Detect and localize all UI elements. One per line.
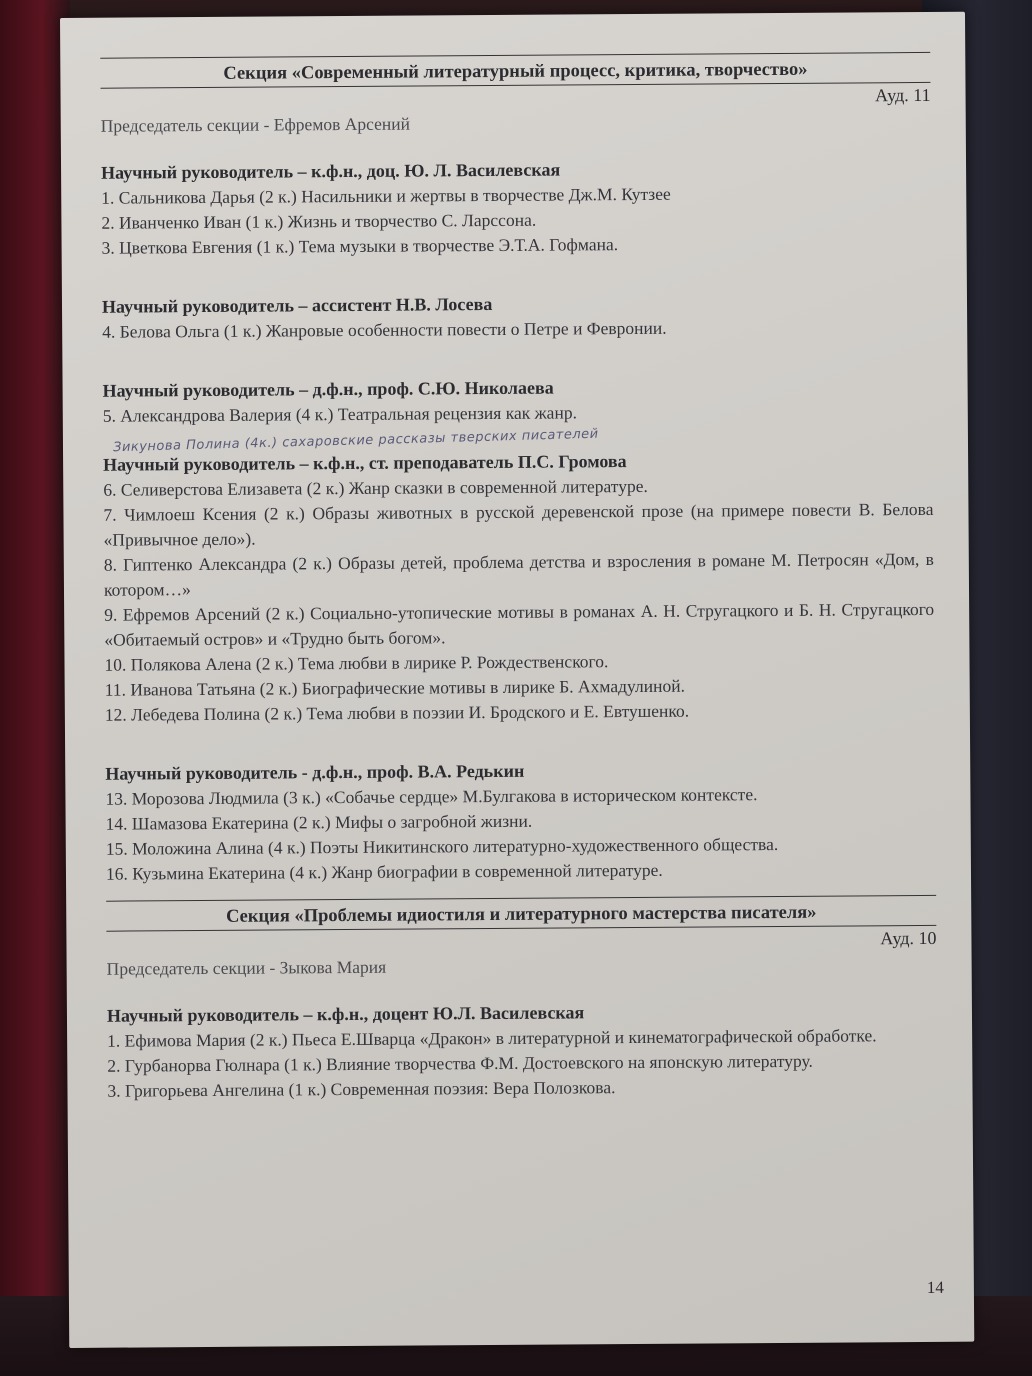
auditorium-label: Ауд. 11 [875,84,931,106]
list-item: 10. Полякова Алена (2 к.) Тема любви в лирике Р. Рождественского. [104,651,609,675]
list-item: 8. Гиптенко Александра (2 к.) Образы детей, проблема детства и взросления в романе М. Петросян «Дом, в котором…» [103,548,934,600]
section-title: Секция «Современный литературный процесс, критика, творчество» [223,59,808,84]
list-item: 13. Морозова Людмила (3 к.) «Собачье сердце» М.Булгакова в историческом контексте. [105,784,758,809]
supervisor-heading: Научный руководитель – ассистент Н.В. Лосева [101,293,493,317]
list-item: 1. Ефимова Мария (2 к.) Пьеса Е.Шварца «Дракон» в литературной и кинематографической обработке. [107,1025,877,1051]
handwritten-note: Зикунова Полина (4к.) сахаровские рассказы тверских писателей [112,426,599,456]
list-item: 3. Цветкова Евгения (1 к.) Тема музыки в творчестве Э.Т.А. Гофмана. [101,234,619,258]
list-item: 16. Кузьмина Екатерина (4 к.) Жанр биографии в современной литературе. [105,859,663,884]
section-literary-process [100,52,936,887]
supervisor-heading: Научный руководитель – к.ф.н., ст. преподаватель П.С. Громова [103,451,627,475]
section-chair: Председатель секции - Зыкова Мария [106,956,387,979]
list-item: 7. Чимлоеш Ксения (2 к.) Образы животных в русской деревенской прозе (на примере повести В. Белова «Привычное дело»). [103,498,934,550]
list-item: 1. Сальникова Дарья (2 к.) Насильники и жертвы в творчестве Дж.М. Кутзее [101,183,671,208]
supervisor-heading: Научный руководитель – д.ф.н., проф. С.Ю. Николаева [102,377,554,401]
list-item: 2. Иванченко Иван (1 к.) Жизнь и творчество С. Ларссона. [101,209,537,233]
list-item: 12. Лебедева Полина (2 к.) Тема любви в поэзии И. Бродского и Е. Евтушенко. [104,700,690,725]
list-item: 15. Моложина Алина (4 к.) Поэты Никитинского литературно-художественного общества. [105,834,779,859]
page-content [100,52,937,1104]
list-item: 6. Селиверстова Елизавета (2 к.) Жанр сказки в современной литературе. [103,475,648,500]
list-item: 11. Иванова Татьяна (2 к.) Биографические мотивы в лирике Б. Ахмадулиной. [104,675,686,700]
list-item: 2. Гурбанорва Гюлнара (1 к.) Влияние творчества Ф.М. Достоевского на японскую литературу. [107,1050,813,1076]
section-title: Секция «Проблемы идиостиля и литературного мастерства писателя» [225,902,817,927]
supervisor-heading: Научный руководитель – к.ф.н., доцент Ю.Л. Василевская [106,1002,585,1026]
auditorium-label: Ауд. 10 [880,927,937,949]
page-number: 14 [926,1277,944,1297]
section-idiostyle [106,895,937,1104]
list-item: 5. Александрова Валерия (4 к.) Театральная рецензия как жанр. [102,402,577,426]
supervisor-heading: Научный руководитель – к.ф.н., доц. Ю. Л. Василевская [101,159,561,183]
list-item: 9. Ефремов Арсений (2 к.) Социально-утопические мотивы в романах А. Н. Стругацкого и Б. Н. Стругацкого «Обитаемый остров» и «Трудно быть богом». [104,598,935,650]
list-item: 14. Шамазова Екатерина (2 к.) Мифы о загробной жизни. [105,810,533,834]
list-item: 4. Белова Ольга (1 к.) Жанровые особенности повести о Петре и Февронии. [102,317,667,342]
section-chair: Председатель секции - Ефремов Арсений [100,113,411,136]
supervisor-heading: Научный руководитель - д.ф.н., проф. В.А. Редькин [105,760,525,784]
background-left [0,0,70,1376]
list-item: 3. Григорьева Ангелина (1 к.) Современная поэзия: Вера Полозкова. [107,1077,616,1101]
document-page [60,12,974,1348]
